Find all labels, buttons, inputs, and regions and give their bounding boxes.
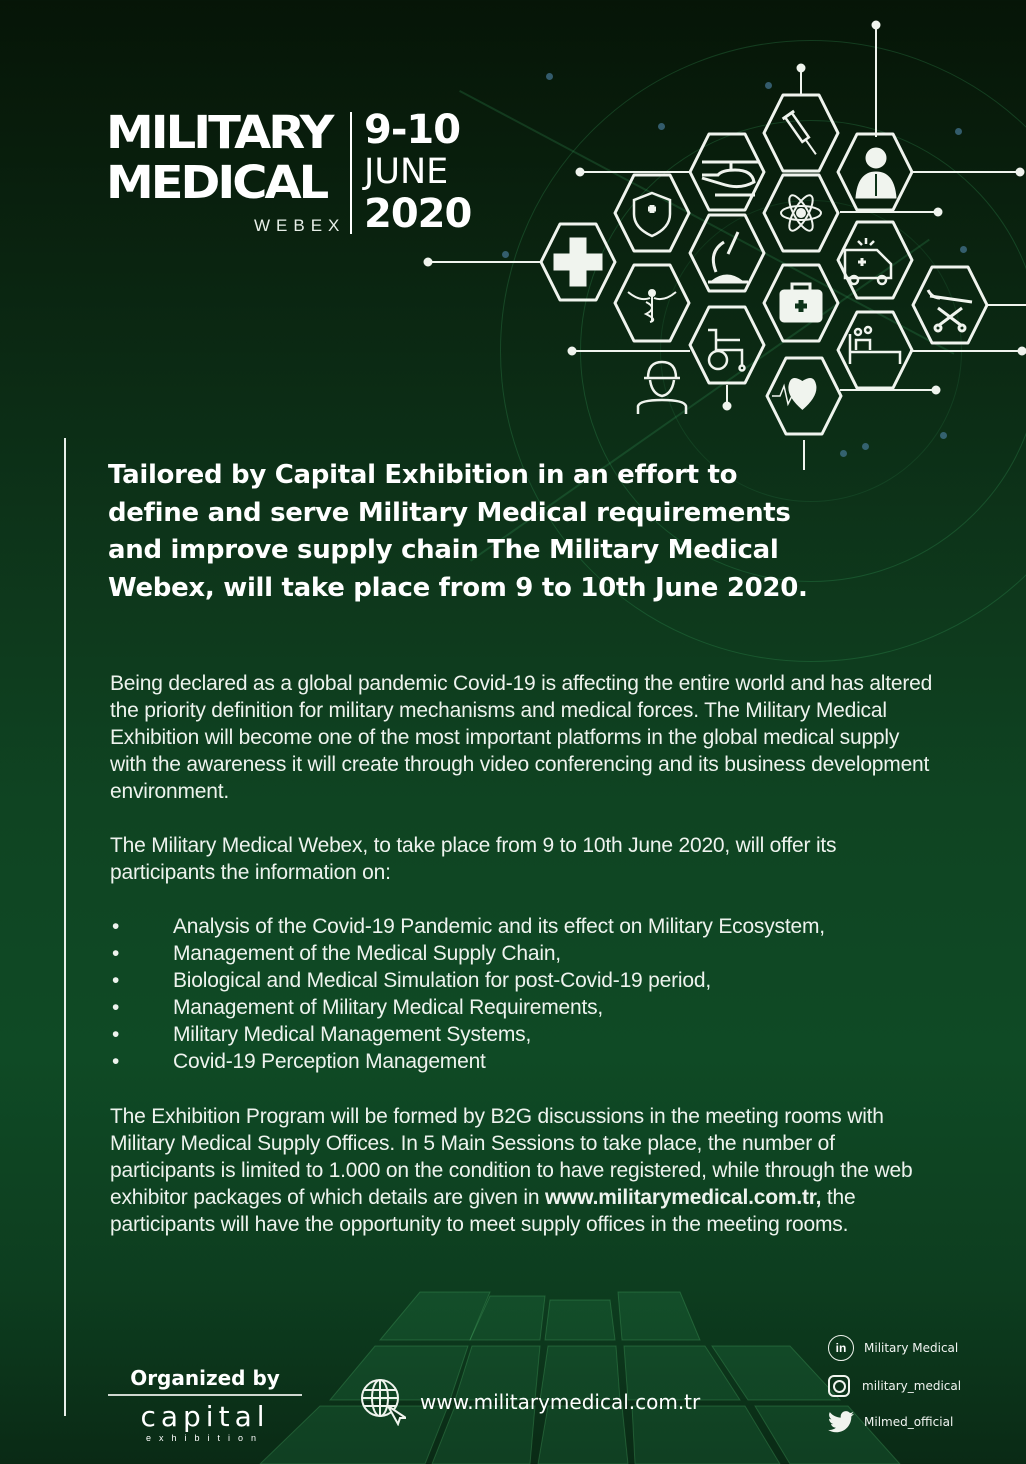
twitter-icon (828, 1411, 854, 1433)
bullet-icon: • (112, 1050, 120, 1073)
topic-item: • Analysis of the Covid-19 Pandemic and its effect on Military Ecosystem, (112, 915, 825, 938)
organizer-name: capital (140, 1399, 270, 1433)
organized-by-label: Organized by (130, 1366, 280, 1390)
date-year: 2020 (364, 191, 472, 237)
instagram-icon (828, 1375, 850, 1397)
date-month: JUNE (364, 152, 449, 192)
website-inline-link[interactable]: www.militarymedical.com.tr, (544, 1186, 822, 1209)
lead-statement: Tailored by Capital Exhibition in an effort to define and serve Military Medical requirements and improve supply chain The Military Medical Webex, will take place from 9 to 10th June 2020. (108, 460, 808, 603)
microscope-icon (708, 232, 748, 282)
social-twitter[interactable]: Milmed_official (828, 1408, 961, 1436)
topic-item: • Management of the Medical Supply Chain, (112, 942, 561, 965)
social-instagram[interactable]: military_medical (828, 1372, 961, 1400)
syringe-icon (783, 111, 822, 158)
organizer-block (108, 1366, 302, 1443)
hospital-bed-icon (850, 327, 900, 364)
bullet-icon: • (112, 915, 120, 938)
soldier-icon (638, 362, 686, 414)
wheelchair-icon (708, 330, 745, 371)
topics-list (110, 913, 940, 1075)
topic-item: • Military Medical Management Systems, (112, 1023, 532, 1046)
hex-icon-cluster (0, 0, 1026, 470)
bullet-icon: • (112, 942, 120, 965)
topic-item: • Management of Military Medical Requirements, (112, 996, 604, 1019)
body-paragraph-1: Being declared as a global pandemic Covid-19 is affecting the entire world and has altered the priority definition for military mechanisms and medical forces. The Military Medical Exhibition will become one of the most important platforms in the global medical supply with the awareness it will create through video conferencing and its business development environment. (110, 672, 933, 803)
website-url[interactable]: www.militarymedical.com.tr (420, 1390, 701, 1414)
globe-cursor-icon (358, 1378, 406, 1426)
body-paragraph-2: The Military Medical Webex, to take place from 9 to 10th June 2020, will offer its participants the information on: (110, 834, 837, 884)
social-links (828, 1334, 961, 1436)
logo-line-medical: MEDICAL (106, 156, 327, 210)
caduceus-icon (628, 290, 676, 322)
bullet-icon: • (112, 1023, 120, 1046)
bullet-icon: • (112, 969, 120, 992)
stretcher-icon (928, 290, 972, 331)
topic-item: • Covid-19 Perception Management (112, 1050, 486, 1073)
heartbeat-icon (772, 379, 816, 410)
first-aid-kit-icon (780, 284, 822, 322)
helicopter-icon (702, 162, 760, 195)
organizer-sub: exhibition (145, 1432, 265, 1443)
medical-cross-icon (554, 238, 602, 286)
logo-subtitle: WEBEX (254, 216, 346, 235)
syringe-hex (764, 95, 838, 171)
bullet-icon: • (112, 996, 120, 1019)
organizer-divider (108, 1394, 302, 1396)
date-days: 9-10 (364, 107, 461, 153)
social-linkedin[interactable]: in Military Medical (828, 1334, 961, 1362)
atom-icon (781, 192, 821, 234)
topic-item: • Biological and Medical Simulation for post-Covid-19 period, (112, 969, 711, 992)
shield-cross-icon (634, 193, 670, 236)
ambulance-icon (845, 238, 891, 284)
website-link[interactable] (358, 1378, 700, 1426)
doctor-icon (856, 148, 896, 198)
body-paragraph-3: The Exhibition Program will be formed by B2G discussions in the meeting rooms with Military Medical Supply Offices. In 5 Main Sessions to take place, the number of participants is limited to 1.000 on the condition to have registered, while through the web exhibitor packages of which details are given in www.militarymedical.com.tr, the participants will have the opportunity to meet supply offices in the meeting rooms. (110, 1105, 913, 1236)
linkedin-icon: in (828, 1335, 854, 1361)
logo-line-military: MILITARY (106, 106, 332, 160)
